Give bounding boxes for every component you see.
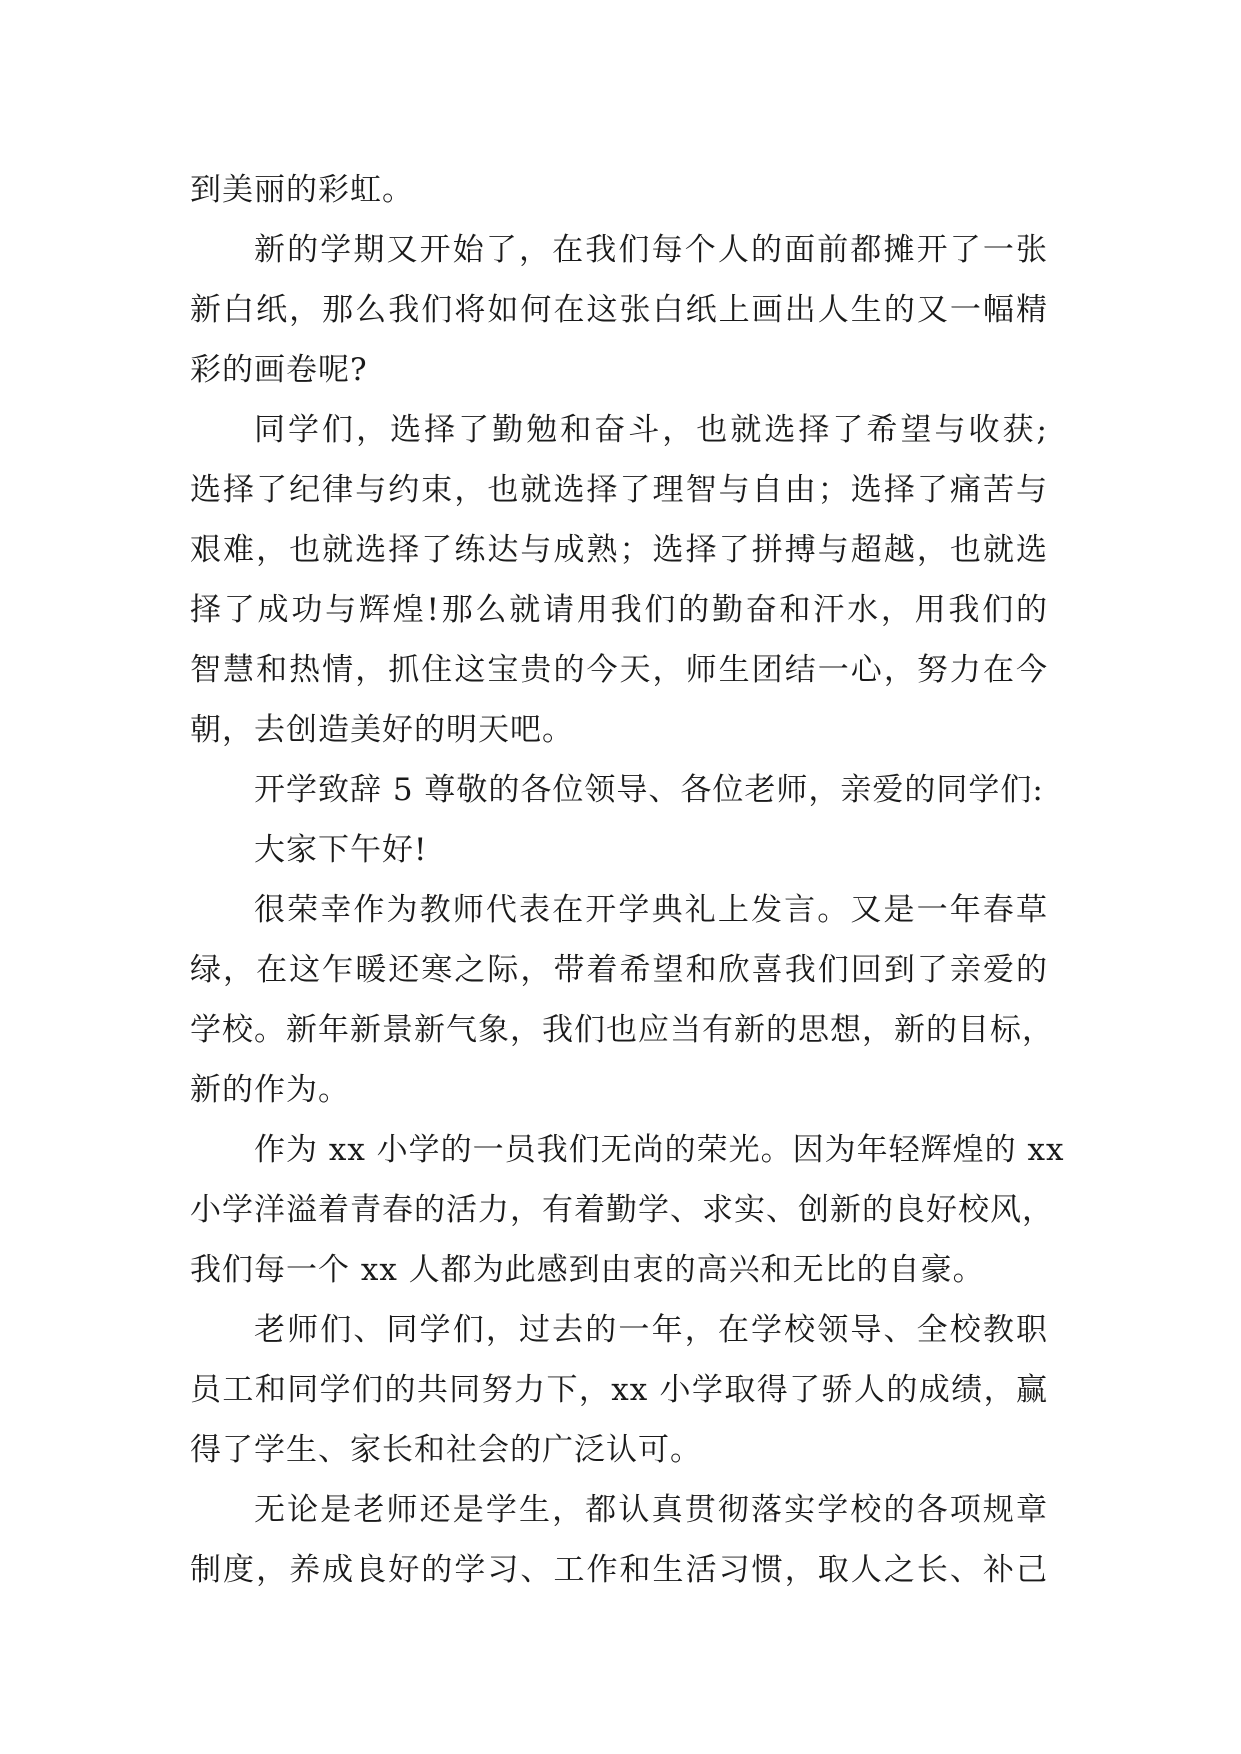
text-line: 同学们，选择了勤勉和奋斗，也就选择了希望与收获; [254, 412, 1048, 448]
text-line: 我们每一个 xx 人都为此感到由衷的高兴和无比的自豪。 [190, 1252, 985, 1288]
text-line: 新的作为。 [190, 1072, 350, 1108]
text-line: 到美丽的彩虹。 [190, 172, 414, 208]
text-line: 艰难，也就选择了练达与成熟；选择了拼搏与超越，也就选 [190, 532, 1048, 568]
document-body [190, 160, 1065, 1600]
text-line: 开学致辞 5 尊敬的各位领导、各位老师，亲爱的同学们: [254, 772, 1044, 808]
text-line: 彩的画卷呢? [190, 352, 368, 388]
text-line: 新白纸，那么我们将如何在这张白纸上画出人生的又一幅精 [190, 292, 1048, 328]
text-line: 择了成功与辉煌!那么就请用我们的勤奋和汗水，用我们的 [190, 592, 1048, 628]
text-line: 很荣幸作为教师代表在开学典礼上发言。又是一年春草 [254, 892, 1048, 928]
text-line: 员工和同学们的共同努力下，xx 小学取得了骄人的成绩，赢 [190, 1372, 1048, 1408]
text-line: 得了学生、家长和社会的广泛认可。 [190, 1432, 702, 1468]
text-line: 无论是老师还是学生，都认真贯彻落实学校的各项规章 [254, 1492, 1048, 1528]
text-line: 朝，去创造美好的明天吧。 [190, 712, 574, 748]
text-line: 新的学期又开始了，在我们每个人的面前都摊开了一张 [254, 232, 1048, 268]
text-line: 小学洋溢着青春的活力，有着勤学、求实、创新的良好校风， [190, 1192, 1054, 1228]
text-line: 选择了纪律与约束，也就选择了理智与自由；选择了痛苦与 [190, 472, 1048, 508]
text-line: 绿，在这乍暖还寒之际，带着希望和欣喜我们回到了亲爱的 [190, 952, 1048, 988]
text-line: 学校。新年新景新气象，我们也应当有新的思想，新的目标， [190, 1012, 1054, 1048]
text-line: 制度，养成良好的学习、工作和生活习惯，取人之长、补己 [190, 1552, 1048, 1588]
text-line: 作为 xx 小学的一员我们无尚的荣光。因为年轻辉煌的 xx [254, 1132, 1065, 1168]
text-line: 智慧和热情，抓住这宝贵的今天，师生团结一心，努力在今 [190, 652, 1048, 688]
text-line: 大家下午好! [254, 832, 428, 868]
text-line: 老师们、同学们，过去的一年，在学校领导、全校教职 [254, 1312, 1048, 1348]
